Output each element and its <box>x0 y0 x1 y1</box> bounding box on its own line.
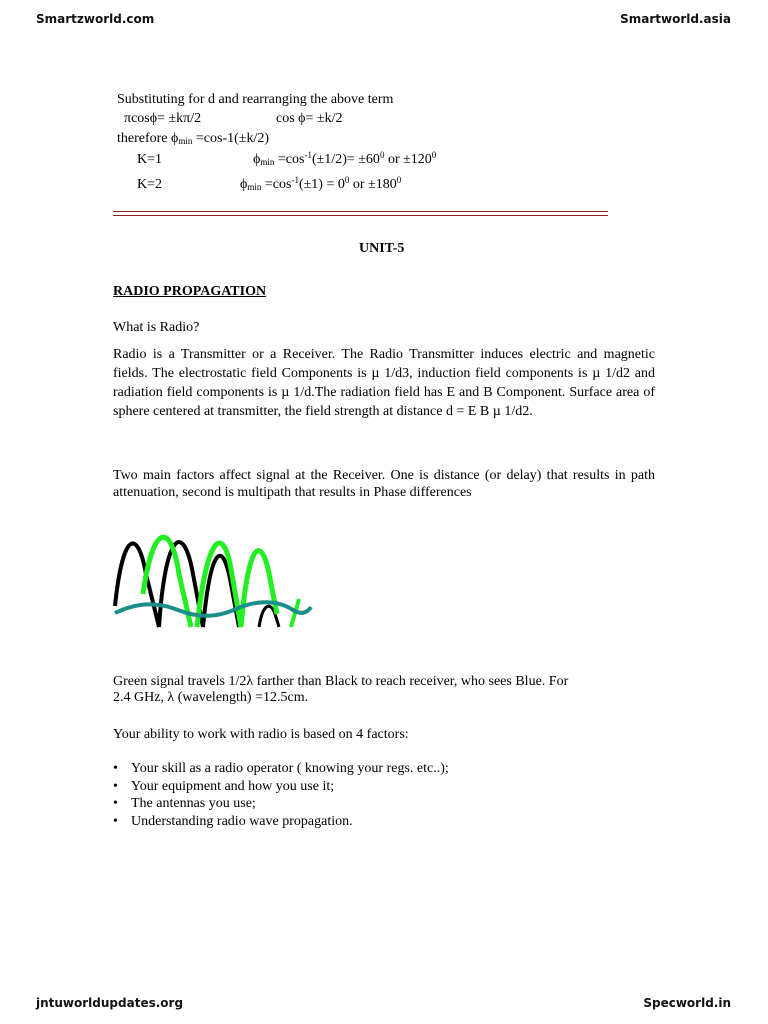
paragraph-radio-definition: Radio is a Transmitter or a Receiver. The Radio Transmitter induces electric and magnetic fields. The electrostatic field Components is µ 1/d3, induction field components is µ 1/d2 and radiation field components is µ 1/d.The radiation field has E and B Component. Surface area of sphere centered at transmitter, the field strength at distance d = E B µ 1/d2. <box>113 347 655 419</box>
caption-line-1: Green signal travels 1/2λ farther than Black to reach receiver, who sees Blue. For <box>113 674 569 689</box>
paragraph-signal-factors: Two main factors affect signal at the Receiver. One is distance (or delay) that results in path attenuation, second is multipath that results in Phase differences <box>113 468 655 500</box>
list-item: • Your equipment and how you use it; <box>113 778 449 796</box>
unit-title: UNIT-5 <box>359 241 405 256</box>
watermark-top-right: Smartworld.asia <box>620 12 731 26</box>
k2-label: K=2 <box>137 177 163 192</box>
factors-list <box>113 760 449 830</box>
watermark-bottom-right: Specworld.in <box>643 996 731 1010</box>
list-item: • Your skill as a radio operator ( knowing your regs. etc..); <box>113 760 449 778</box>
section-heading: RADIO PROPAGATION <box>113 284 267 299</box>
equation-intro: Substituting for d and rearranging the above term <box>117 92 394 107</box>
wave-illustration <box>113 514 318 629</box>
factors-intro: Your ability to work with radio is based on 4 factors: <box>113 727 409 742</box>
watermark-top-left: Smartzworld.com <box>36 12 155 26</box>
watermark-bottom-left: jntuworldupdates.org <box>36 996 184 1010</box>
divider-rule-top <box>113 211 608 212</box>
equation-therefore: therefore $\phi_{min} =\cos-1(\pm k/2)$ <box>117 131 270 146</box>
k1-label: K=1 <box>137 152 163 167</box>
question-what-is-radio: What is Radio? <box>113 320 200 335</box>
list-item: • Understanding radio wave propagation. <box>113 813 449 831</box>
k2-equation: $\phi_{min} =\cos^{-1}(\pm 1) = 0^0$ or $\pm 180^0$ <box>240 175 402 192</box>
k1-equation: $\phi_{min} =\cos^{-1}(\pm 1/2)= \pm 60^0$ or $\pm 120^0$ <box>253 150 437 167</box>
equation-pi-cos: πcosϕ= ±kπ/2 <box>124 111 202 126</box>
equation-cos-phi: cos ϕ= ±k/2 <box>276 111 343 126</box>
divider-rule-bottom <box>113 215 608 216</box>
list-item: • The antennas you use; <box>113 795 449 813</box>
caption-line-2: 2.4 GHz, λ (wavelength) =12.5cm. <box>113 690 309 705</box>
blue-wave <box>115 602 311 616</box>
multipath-wave-figure <box>113 514 318 629</box>
